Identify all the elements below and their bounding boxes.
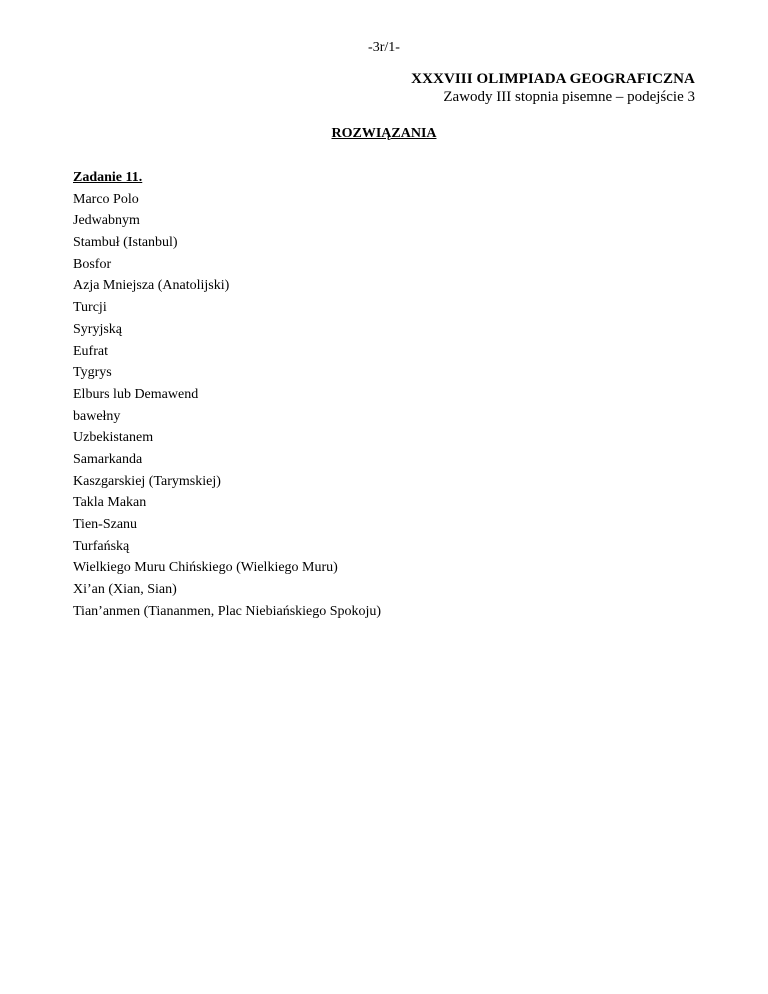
task-content <box>73 170 381 620</box>
answer-item: Syryjską <box>73 321 122 337</box>
olympiad-title: XXXVIII OLIMPIADA GEOGRAFICZNA <box>411 71 695 87</box>
competition-stage: Zawody III stopnia pisemne – podejście 3 <box>443 89 695 105</box>
answer-item: Jedwabnym <box>73 213 140 229</box>
answer-item: Tien-Szanu <box>73 517 138 532</box>
answer-item: Bosfor <box>73 256 112 272</box>
answer-item: Tian’anmen (Tiananmen, Plac Niebiańskiego Spokoju) <box>73 603 382 619</box>
answer-item: Kaszgarskiej (Tarymskiej) <box>73 473 221 489</box>
answer-item: Azja Mniejsza (Anatolijski) <box>73 278 230 294</box>
answer-item: Elburs lub Demawend <box>73 386 199 402</box>
answer-item: Eufrat <box>73 343 108 359</box>
answer-item: Tygrys <box>73 365 112 381</box>
answer-item: Turcji <box>73 300 107 316</box>
answer-item: Uzbekistanem <box>73 430 154 446</box>
answer-item: Xi’an (Xian, Sian) <box>73 582 177 598</box>
answer-item: Turfańską <box>73 538 130 554</box>
task-title: Zadanie 11. <box>73 170 143 185</box>
document-header <box>411 70 695 106</box>
answer-item: bawełny <box>73 408 121 424</box>
answer-item: Samarkanda <box>73 451 143 467</box>
answer-list <box>73 192 381 620</box>
page-number: -3r/1- <box>368 40 400 55</box>
answer-item: Takla Makan <box>73 495 147 511</box>
answer-item: Stambuł (Istanbul) <box>73 235 178 251</box>
answer-item: Marco Polo <box>73 191 139 207</box>
section-title: ROZWIĄZANIA <box>331 126 437 141</box>
answer-item: Wielkiego Muru Chińskiego (Wielkiego Muru) <box>73 560 338 576</box>
